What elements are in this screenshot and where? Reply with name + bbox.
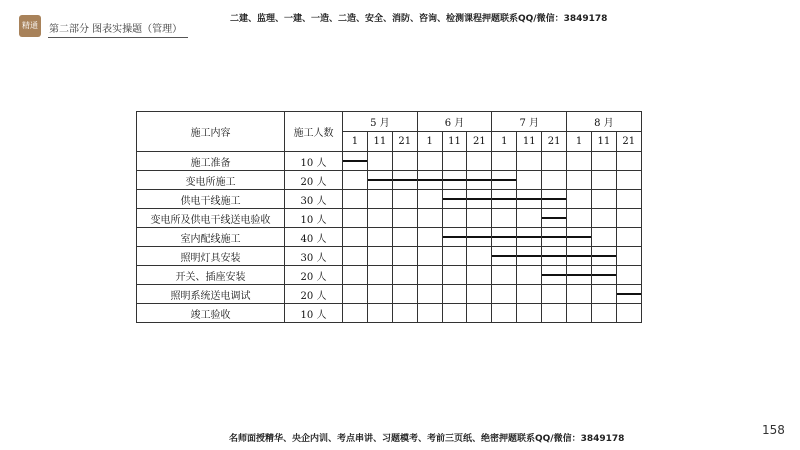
day-header: 11 [591,132,616,152]
schedule-slot [392,171,417,190]
schedule-slot [417,266,442,285]
task-name-cell: 变电所及供电干线送电验收 [137,209,285,228]
schedule-slot [591,304,616,323]
schedule-bar-segment [467,198,492,200]
schedule-slot [517,266,542,285]
schedule-bar-segment [517,255,542,257]
schedule-slot [343,152,368,171]
schedule-slot [542,304,567,323]
schedule-table [136,111,642,323]
schedule-slot [492,304,517,323]
schedule-slot [467,228,492,247]
task-name-cell: 变电所施工 [137,171,285,190]
schedule-slot [616,152,641,171]
schedule-slot [591,171,616,190]
schedule-slot [367,247,392,266]
bottom-banner: 名师面授精华、央企内训、考点串讲、习题模考、考前三页纸、绝密押题联系QQ/微信：3849178 [229,434,625,444]
schedule-slot [492,285,517,304]
schedule-slot [442,190,467,209]
schedule-slot [616,228,641,247]
task-row [137,304,642,323]
people-count-cell: 10 人 [285,152,343,171]
schedule-slot [567,152,592,171]
schedule-bar-segment [367,179,392,181]
task-row [137,152,642,171]
schedule-bar-segment [467,179,492,181]
day-header: 21 [467,132,492,152]
task-column-header: 施工内容 [137,112,285,152]
schedule-slot [417,209,442,228]
schedule-slot [567,266,592,285]
schedule-slot [417,304,442,323]
schedule-slot [616,304,641,323]
day-header: 11 [442,132,467,152]
schedule-bar-segment [492,179,517,181]
schedule-slot [367,266,392,285]
schedule-slot [616,247,641,266]
schedule-slot [417,152,442,171]
schedule-slot [442,304,467,323]
month-header: 6 月 [417,112,492,132]
schedule-slot [392,228,417,247]
schedule-slot [367,304,392,323]
people-count-cell: 10 人 [285,304,343,323]
schedule-slot [417,247,442,266]
schedule-bar-segment [442,198,467,200]
schedule-bar-segment [542,217,567,219]
schedule-bar-segment [616,293,641,295]
schedule-slot [367,171,392,190]
schedule-slot [616,209,641,228]
schedule-body [137,152,642,323]
schedule-slot [542,171,567,190]
schedule-slot [517,171,542,190]
schedule-bar-segment [517,236,542,238]
schedule-slot [591,190,616,209]
schedule-slot [591,266,616,285]
schedule-slot [442,285,467,304]
month-header: 5 月 [343,112,418,132]
schedule-slot [492,209,517,228]
schedule-bar-segment [492,198,517,200]
schedule-slot [542,266,567,285]
task-name-cell: 照明灯具安装 [137,247,285,266]
schedule-slot [542,247,567,266]
people-count-cell: 20 人 [285,171,343,190]
schedule-slot [567,171,592,190]
schedule-slot [542,209,567,228]
schedule-bar-segment [343,160,368,162]
schedule-slot [542,285,567,304]
day-header: 1 [343,132,368,152]
schedule-bar-segment [542,198,567,200]
schedule-slot [517,304,542,323]
day-header: 21 [542,132,567,152]
schedule-slot [367,228,392,247]
people-count-cell: 30 人 [285,190,343,209]
schedule-slot [343,209,368,228]
task-row [137,228,642,247]
schedule-slot [542,228,567,247]
schedule-slot [517,285,542,304]
schedule-slot [591,228,616,247]
people-count-cell: 20 人 [285,285,343,304]
schedule-slot [517,247,542,266]
schedule-slot [467,190,492,209]
schedule-slot [392,266,417,285]
day-header: 21 [392,132,417,152]
task-row [137,209,642,228]
schedule-slot [517,209,542,228]
task-row [137,285,642,304]
month-header-row [137,112,642,132]
schedule-bar-segment [492,236,517,238]
task-row [137,171,642,190]
schedule-slot [343,247,368,266]
schedule-slot [467,266,492,285]
schedule-slot [542,152,567,171]
schedule-slot [467,152,492,171]
schedule-slot [343,228,368,247]
schedule-slot [367,152,392,171]
schedule-bar-segment [591,274,616,276]
schedule-slot [442,266,467,285]
schedule-bar-segment [492,255,517,257]
schedule-slot [591,152,616,171]
schedule-slot [442,171,467,190]
day-header: 11 [367,132,392,152]
schedule-slot [417,190,442,209]
schedule-slot [591,247,616,266]
section-divider [48,37,188,38]
day-header: 21 [616,132,641,152]
people-count-cell: 10 人 [285,209,343,228]
people-count-cell: 20 人 [285,266,343,285]
schedule-slot [367,285,392,304]
schedule-bar-segment [542,236,567,238]
schedule-slot [392,285,417,304]
schedule-bar-segment [467,236,492,238]
schedule-slot [492,247,517,266]
top-banner: 二建、监理、一建、一造、二造、安全、消防、咨询、检测课程押题联系QQ/微信：3849178 [230,14,608,24]
schedule-slot [591,285,616,304]
schedule-slot [616,171,641,190]
task-name-cell: 供电干线施工 [137,190,285,209]
schedule-bar-segment [591,255,616,257]
schedule-bar-segment [542,255,567,257]
schedule-bar-segment [542,274,567,276]
task-name-cell: 室内配线施工 [137,228,285,247]
schedule-bar-segment [517,198,542,200]
schedule-slot [442,228,467,247]
schedule-slot [567,247,592,266]
schedule-slot [467,285,492,304]
task-name-cell: 施工准备 [137,152,285,171]
schedule-slot [567,228,592,247]
schedule-slot [367,190,392,209]
task-row [137,190,642,209]
schedule-slot [492,228,517,247]
schedule-bar-segment [567,274,592,276]
schedule-slot [517,190,542,209]
people-column-header: 施工人数 [285,112,343,152]
schedule-slot [616,285,641,304]
brand-logo: 精通 [19,15,41,37]
schedule-slot [343,304,368,323]
schedule-slot [392,209,417,228]
month-header: 8 月 [567,112,642,132]
schedule-bar-segment [567,255,592,257]
schedule-bar-segment [417,179,442,181]
schedule-bar-segment [442,236,467,238]
schedule-slot [467,304,492,323]
schedule-slot [542,190,567,209]
people-count-cell: 40 人 [285,228,343,247]
page-number: 158 [762,423,785,437]
schedule-slot [467,209,492,228]
schedule-slot [567,209,592,228]
schedule-slot [567,285,592,304]
schedule-slot [442,247,467,266]
schedule-slot [567,304,592,323]
schedule-bar-segment [567,236,592,238]
task-name-cell: 照明系统送电调试 [137,285,285,304]
schedule-slot [343,190,368,209]
schedule-slot [492,190,517,209]
day-header: 11 [517,132,542,152]
schedule-slot [392,304,417,323]
schedule-slot [591,209,616,228]
schedule-slot [567,190,592,209]
schedule-slot [467,171,492,190]
schedule-slot [367,209,392,228]
people-count-cell: 30 人 [285,247,343,266]
day-header: 1 [567,132,592,152]
schedule-slot [392,190,417,209]
schedule-slot [343,171,368,190]
schedule-slot [417,285,442,304]
schedule-slot [616,266,641,285]
schedule-slot [492,152,517,171]
schedule-bar-segment [392,179,417,181]
schedule-slot [492,171,517,190]
schedule-slot [417,228,442,247]
section-title: 第二部分 图表实操题（管理） [49,24,183,35]
schedule-slot [343,285,368,304]
schedule-slot [616,190,641,209]
schedule-slot [392,247,417,266]
schedule-slot [442,209,467,228]
schedule-bar-segment [442,179,467,181]
task-name-cell: 竣工验收 [137,304,285,323]
schedule-slot [442,152,467,171]
task-name-cell: 开关、插座安装 [137,266,285,285]
task-row [137,266,642,285]
task-row [137,247,642,266]
schedule-slot [392,152,417,171]
schedule-slot [492,266,517,285]
day-header: 1 [492,132,517,152]
schedule-slot [467,247,492,266]
schedule-slot [517,228,542,247]
schedule-slot [343,266,368,285]
day-header: 1 [417,132,442,152]
schedule-slot [417,171,442,190]
schedule-slot [517,152,542,171]
month-header: 7 月 [492,112,567,132]
